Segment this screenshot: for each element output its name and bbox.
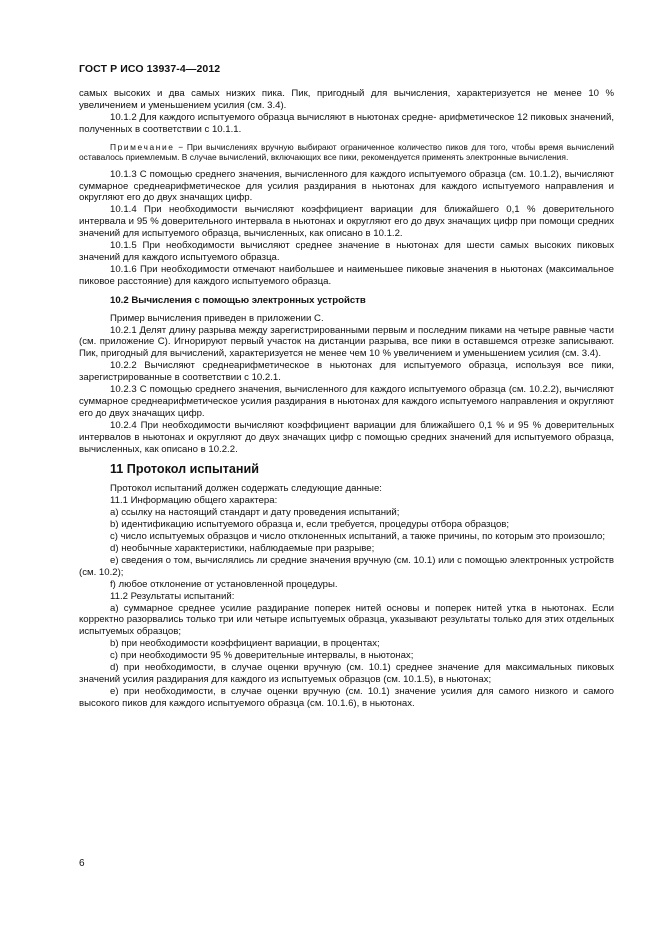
- note-text: − При вычислениях вручную выбирают ограниченное количество пиков для того, чтобы время вычислений оставалось приемлемым. В случае вычислений, включающих все пики, рекомендуется применять электронные вычисления.: [79, 141, 614, 163]
- standard-header: ГОСТ Р ИСО 13937-4—2012: [79, 63, 221, 75]
- page-number: 6: [79, 858, 85, 869]
- body-paragraph: b) при необходимости коэффициент вариации, в процентах;: [110, 638, 380, 650]
- body-paragraph: самых высоких и два самых низких пика. Пик, пригодный для вычисления, характеризуется не менее 10 % увеличением и уменьшением усилия (см. 3.4).: [79, 88, 614, 111]
- body-paragraph: 10.1.4 При необходимости вычисляют коэффициент вариации для ближайшего 0,1 % доверительного интервала и 95 % доверительного интервала в ньютонах и округляют его до двух значащих цифр при помощи средних значений для испытуемого образца, вычисленных, как описано в 10.1.2.: [79, 204, 614, 240]
- note-label: Примечание: [110, 141, 175, 152]
- body-paragraph: 10.2.2 Вычисляют среднеарифметическое в ньютонах для испытуемого образца, используя все пики, зарегистрированные в соответствии с 10.2.1.: [79, 360, 614, 384]
- body-paragraph: 10.2.4 При необходимости вычисляют коэффициент вариации для ближайшего 0,1 % и 95 % доверительных интервалов в ньютонах и округляют до двух значащих цифр с помощью средних значений для испытуемого образца, вычисленных, как описано в 10.2.2.: [79, 419, 614, 455]
- body-paragraph: 11.2 Результаты испытаний:: [110, 590, 235, 602]
- body-paragraph: a) ссылку на настоящий стандарт и дату проведения испытаний;: [110, 507, 400, 519]
- body-paragraph: 10.1.5 При необходимости вычисляют среднее значение в ньютонах для шести самых высоких пиковых значений для каждого испытуемого образца.: [79, 240, 614, 263]
- note-paragraph: [79, 142, 614, 163]
- body-paragraph: e) при необходимости, в случае оценки вручную (см. 10.1) значение усилия для самого низкого и самого высокого пиков для каждого испытуемого образца (см. 10.1.6), в ньютонах.: [79, 685, 614, 709]
- body-paragraph: f) любое отклонение от установленной процедуры.: [110, 578, 338, 590]
- section-heading: 11 Протокол испытаний: [110, 462, 260, 477]
- body-paragraph: 10.1.6 При необходимости отмечают наибольшее и наименьшее пиковые значения в ньютонах (максимальное пиковое расстояние) для каждого испытуемого образца.: [79, 263, 614, 287]
- body-paragraph: Протокол испытаний должен содержать следующие данные:: [110, 483, 382, 495]
- body-paragraph: c) число испытуемых образцов и число отклоненных испытаний, а также причины, по которым это произошло;: [110, 531, 606, 543]
- body-paragraph: b) идентификацию испытуемого образца и, если требуется, процедуры отбора образцов;: [110, 519, 510, 531]
- document-body: [79, 88, 614, 710]
- body-paragraph: 10.2.1 Делят длину разрыва между зарегистрированными первым и последним пиками на четыре равные части (см. приложение С). Игнорируют первый участок на дистанции разрыва, все пики в оставшемся отрезке записывают. Пик, пригодный для вычислений, характеризуется не менее чем 10 % увеличением и уменьшением усилия (см. 3.4).: [79, 324, 614, 360]
- body-paragraph: a) суммарное среднее усилие раздирание поперек нитей основы и поперек нитей утка в ньютонах. Если корректно разорвались только три или четыре испытуемых образца, указывают результаты только для этих отдельных испытуемых образцов;: [79, 602, 614, 638]
- body-paragraph: d) при необходимости, в случае оценки вручную (см. 10.1) среднее значение для максимальных пиковых значений усилия раздирания для каждого из испытуемых образцов (см. 10.1.5), в ньютонах;: [79, 662, 614, 685]
- body-paragraph: 10.1.3 С помощью среднего значения, вычисленного для каждого испытуемого образца (см. 10.1.2), вычисляют суммарное среднеарифметическое для усилия раздирания в ньютонах для каждого испытуемого направления и округляют его до двух значащих цифр.: [79, 168, 614, 204]
- body-paragraph: c) при необходимости 95 % доверительные интервалы, в ньютонах;: [110, 650, 414, 662]
- body-paragraph: d) необычные характеристики, наблюдаемые при разрыве;: [110, 543, 375, 554]
- body-paragraph: Пример вычисления приведен в приложении С.: [110, 312, 324, 324]
- body-paragraph: 11.1 Информацию общего характера:: [110, 495, 278, 507]
- body-paragraph: 10.1.2 Для каждого испытуемого образца вычисляют в ньютонах средне- арифметическое 12 пиковых значений, полученных в соответствии с 10.1.1.: [79, 111, 614, 135]
- subsection-heading: 10.2 Вычисления с помощью электронных устройств: [110, 294, 366, 306]
- body-paragraph: 10.2.3 С помощью среднего значения, вычисленного для каждого испытуемого образца (см. 10.2.2), вычисляют суммарное среднеарифметическое усилия раздирания в ньютонах для каждого испытуемого направления и округляют его до двух значащих цифр.: [79, 384, 614, 419]
- body-paragraph: e) сведения о том, вычислялись ли средние значения вручную (см. 10.1) или с помощью электронных устройств (см. 10.2);: [79, 554, 614, 578]
